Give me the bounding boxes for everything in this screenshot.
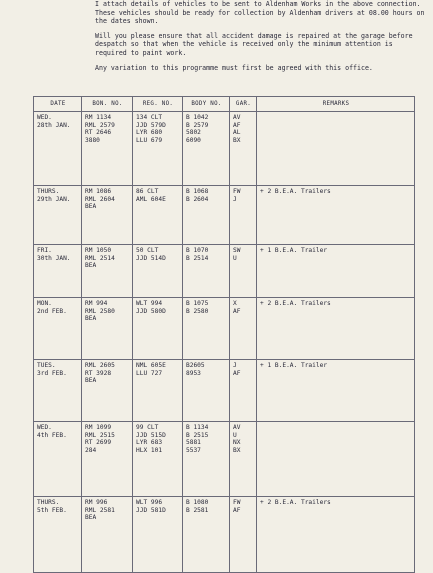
row-reg: WLT 996 JJD 581D <box>136 499 166 514</box>
row-bon: RM 996 RML 2581 BEA <box>85 499 115 522</box>
table-row <box>34 186 415 245</box>
schedule-table <box>33 96 415 573</box>
intro-text <box>95 0 425 78</box>
row-reg: WLT 994 JJD 580D <box>136 300 166 315</box>
row-date: MON. 2nd FEB. <box>37 300 67 315</box>
intro-paragraph-3: Any variation to this programme must first be agreed with this office. <box>95 63 373 72</box>
row-date: WED. 4th FEB. <box>37 424 67 439</box>
row-date: THURS. 29th JAN. <box>37 188 71 203</box>
table-row <box>34 422 415 497</box>
row-bon: RM 1099 RML 2515 RT 2699 284 <box>85 424 115 454</box>
row-gar: X AF <box>233 300 241 315</box>
row-gar: J AF <box>233 362 241 377</box>
row-reg: 86 CLT AML 604E <box>136 188 166 203</box>
row-remarks: + 2 B.E.A. Trailers <box>260 300 331 307</box>
row-gar: FW AF <box>233 499 241 514</box>
row-remarks: + 1 B.E.A. Trailer <box>260 247 328 254</box>
header-remarks: REMARKS <box>257 97 415 112</box>
row-gar: AV AF AL BX <box>233 114 241 144</box>
row-body: B 1042 B 2579 5802 6090 <box>186 114 209 144</box>
row-reg: NML 605E LLU 727 <box>136 362 166 377</box>
row-bon: RM 1134 RML 2579 RT 2646 3880 <box>85 114 115 144</box>
header-body: BODY NO. <box>183 97 230 112</box>
row-reg: 99 CLT JJD 515D LYR 683 HLX 101 <box>136 424 166 454</box>
header-gar: GAR. <box>230 97 257 112</box>
intro-paragraph-2: Will you please ensure that all accident damage is repaired at the garage before despatch so that when the vehicle is received only the minimum attention is required to paint work. <box>95 31 413 57</box>
row-date: WED. 28th JAN. <box>37 114 71 129</box>
row-date: TUES. 3rd FEB. <box>37 362 67 377</box>
table-header-row <box>34 97 415 112</box>
row-body: B 1134 B 2515 5881 5537 <box>186 424 209 454</box>
row-body: B 1068 B 2604 <box>186 188 209 203</box>
table-row <box>34 112 415 186</box>
intro-paragraph-1: I attach details of vehicles to be sent to Aldenham Works in the above connection. These vehicles should be ready for collection by Aldenham drivers at 08.00 hours on the dates shown. <box>95 0 425 26</box>
table-row <box>34 245 415 298</box>
row-bon: RM 994 RML 2580 BEA <box>85 300 115 323</box>
header-bon: BON. NO. <box>82 97 133 112</box>
row-bon: RML 2605 RT 3928 BEA <box>85 362 115 385</box>
row-remarks: + 2 B.E.A. Trailers <box>260 499 331 506</box>
row-body: B2605 8953 <box>186 362 205 377</box>
row-gar: FW J <box>233 188 241 203</box>
row-date: FRI. 30th JAN. <box>37 247 71 262</box>
row-body: B 1075 B 2580 <box>186 300 209 315</box>
header-date: DATE <box>34 97 82 112</box>
row-body: B 1070 B 2514 <box>186 247 209 262</box>
row-bon: RM 1086 RML 2604 BEA <box>85 188 115 211</box>
table-row <box>34 360 415 422</box>
row-reg: 50 CLT JJD 514D <box>136 247 166 262</box>
row-bon: RM 1050 RML 2514 BEA <box>85 247 115 270</box>
table-row <box>34 497 415 573</box>
row-remarks: + 2 B.E.A. Trailers <box>260 188 331 195</box>
table-row <box>34 298 415 360</box>
row-reg: 134 CLT JJD 579D LYR 680 LLU 679 <box>136 114 166 144</box>
row-date: THURS. 5th FEB. <box>37 499 67 514</box>
row-gar: SW U <box>233 247 241 262</box>
row-gar: AV U NX BX <box>233 424 241 454</box>
row-remarks: + 1 B.E.A. Trailer <box>260 362 328 369</box>
row-body: B 1080 B 2581 <box>186 499 209 514</box>
header-reg: REG. NO. <box>133 97 183 112</box>
